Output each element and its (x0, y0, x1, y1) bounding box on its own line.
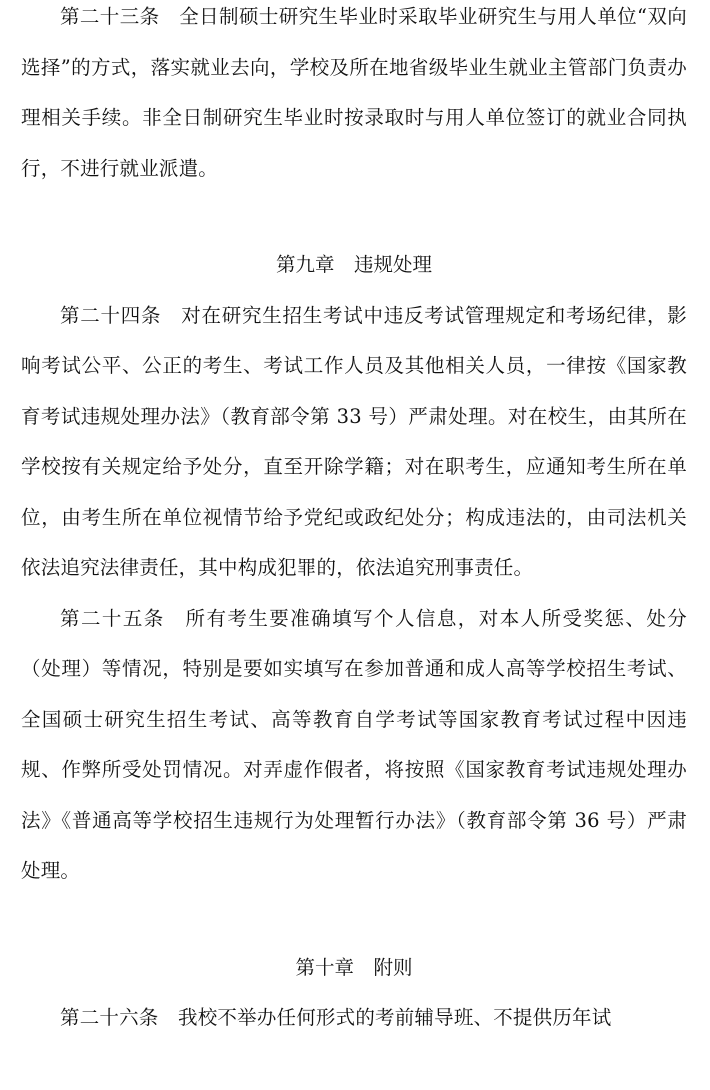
article-26 (21, 993, 687, 1044)
article-23-label: 第二十三条 (60, 5, 160, 28)
chapter-10-heading (21, 943, 687, 994)
article-25 (21, 594, 687, 897)
chapter-9-heading (21, 240, 687, 291)
article-23 (21, 0, 687, 194)
chapter-9-title: 违规处理 (354, 253, 433, 276)
article-24-label: 第二十四条 (60, 303, 162, 327)
article-23-text: 全日制硕士研究生毕业时采取毕业研究生与用人单位“双向选择”的方式，落实就业去向，学校及所在地省级毕业生就业主管部门负责办理相关手续。非全日制研究生毕业时按录取时与用人单位签订的就业合同执行，不进行就业派遣。 (21, 5, 687, 180)
section-gap (21, 194, 687, 240)
document-page (21, 0, 687, 1044)
article-24 (21, 291, 687, 594)
article-25-label: 第二十五条 (60, 606, 165, 630)
section-gap (21, 897, 687, 943)
chapter-10-number: 第十章 (295, 955, 354, 979)
article-26-label: 第二十六条 (60, 1006, 159, 1029)
chapter-10-title: 附则 (373, 955, 413, 979)
article-24-text: 对在研究生招生考试中违反考试管理规定和考场纪律，影响考试公平、公正的考生、考试工作人员及其他相关人员，一律按《国家教育考试违规处理办法》（教育部令第 33 号）严肃处理。对在校生，由其所在学校按有关规定给予处分，直至开除学籍；对在职考生，应通知考生所在单位，由考生所在单位视情节给予党纪或政纪处分；构成违法的，由司法机关依法追究法律责任，其中构成犯罪的，依法追究刑事责任。 (21, 303, 687, 579)
article-26-text: 我校不举办任何形式的考前辅导班、不提供历年试 (178, 1006, 612, 1029)
chapter-9-number: 第九章 (275, 253, 335, 276)
article-25-text: 所有考生要准确填写个人信息，对本人所受奖惩、处分（处理）等情况，特别是要如实填写在参加普通和成人高等学校招生考试、全国硕士研究生招生考试、高等教育自学考试等国家教育考试过程中因违规、作弊所受处罚情况。对弄虚作假者，将按照《国家教育考试违规处理办法》《普通高等学校招生违规行为处理暂行办法》（教育部令第 36 号）严肃处理。 (21, 606, 687, 882)
